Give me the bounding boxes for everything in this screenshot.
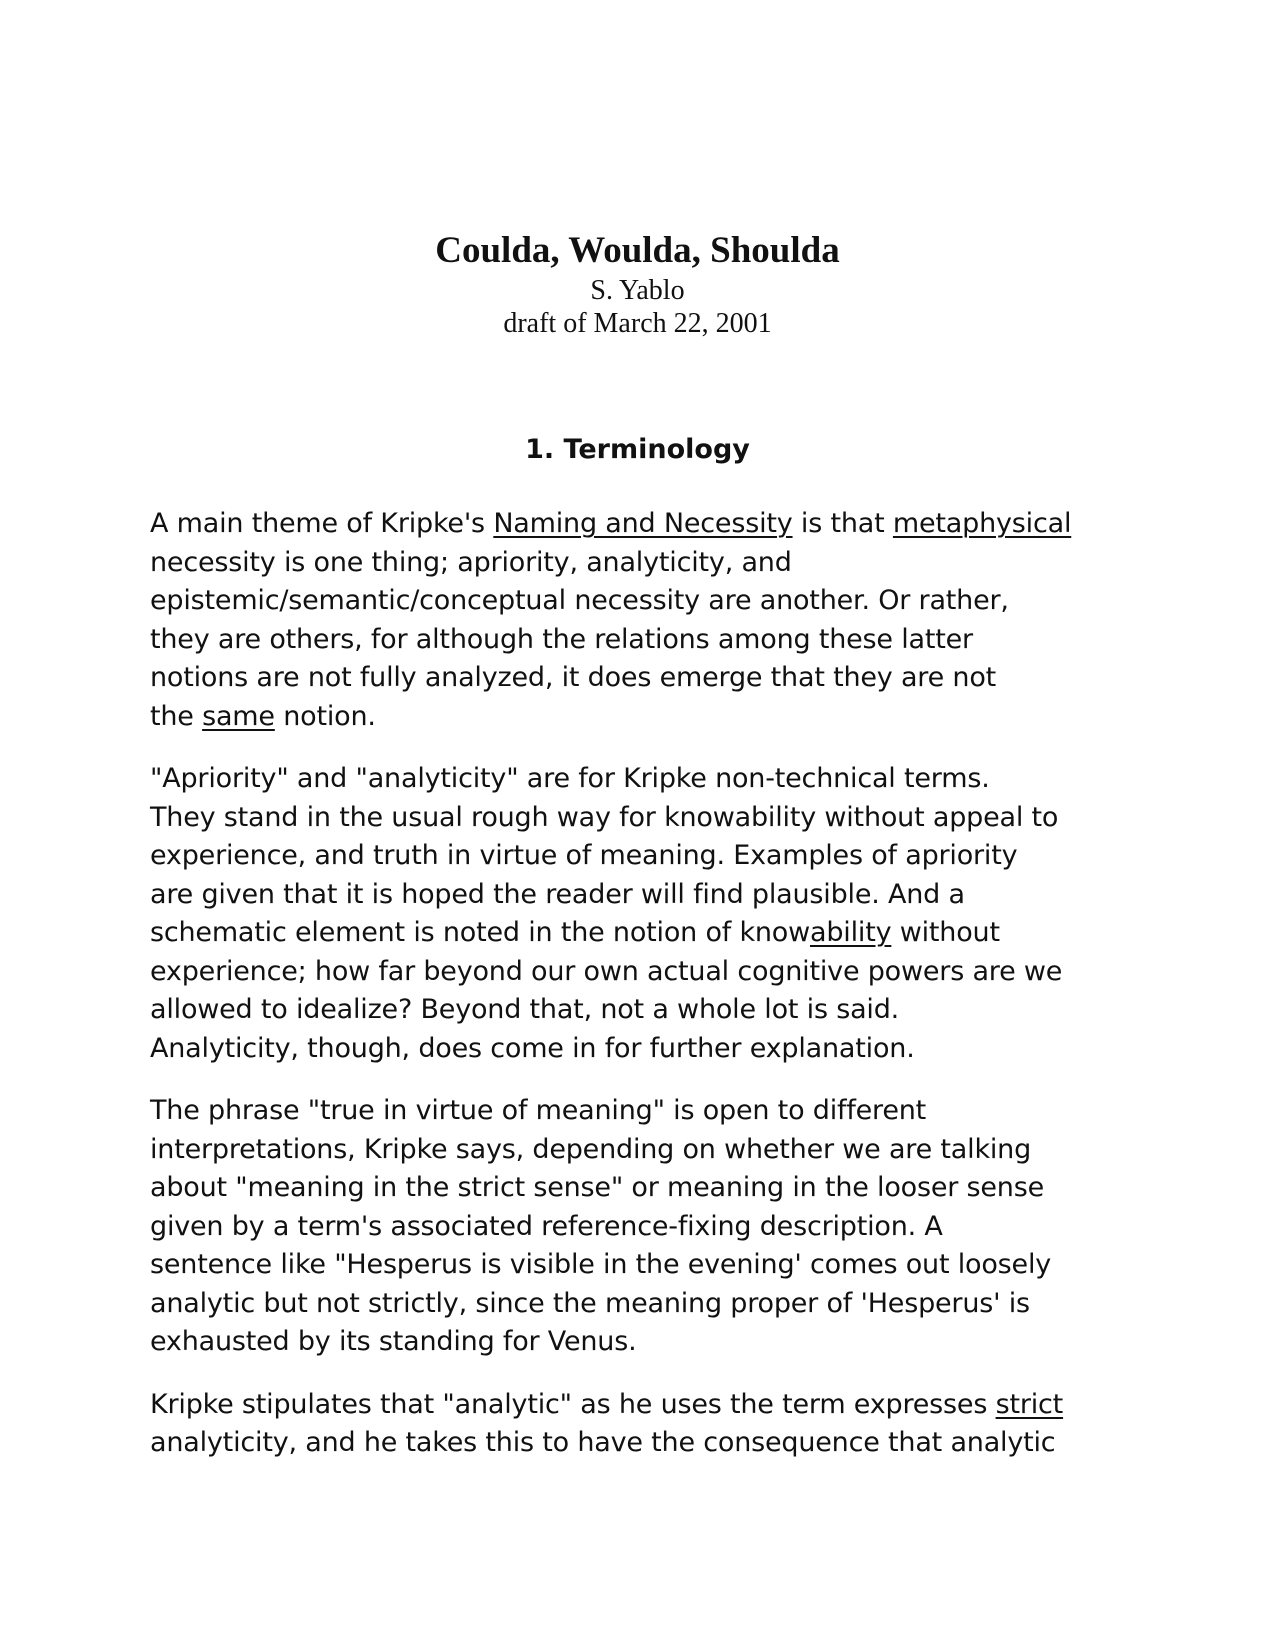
- text-line: [150, 1386, 1135, 1425]
- text-line: sentence like "Hesperus is visible in the evening' comes out loosely: [150, 1249, 1052, 1280]
- underlined-emphasis-text: metaphysical: [892, 508, 1072, 539]
- text-line: notions are not fully analyzed, it does emerge that they are not: [150, 662, 997, 693]
- text-line: analyticity, and he takes this to have the consequence that analytic: [150, 1427, 1056, 1458]
- text-run: the: [150, 700, 203, 732]
- text-line: epistemic/semantic/conceptual necessity are another. Or rather,: [150, 585, 1009, 616]
- text-line: given by a term's associated reference-fixing description. A: [150, 1210, 943, 1242]
- paragraph-4: [150, 1386, 1135, 1463]
- underlined-emphasis-text: ability: [810, 917, 892, 948]
- underlined-emphasis-text: strict: [995, 1388, 1064, 1420]
- text-run: A main theme of Kripke's: [150, 508, 494, 539]
- text-line: experience; how far beyond our own actual cognitive powers are we: [150, 955, 1063, 987]
- paper-title: Coulda, Woulda, Shoulda: [435, 230, 840, 271]
- text-line: analytic but not strictly, since the meaning proper of 'Hesperus' is: [150, 1287, 1030, 1319]
- text-line: [150, 505, 1135, 544]
- text-line: interpretations, Kripke says, depending on whether we are talking: [150, 1133, 1032, 1165]
- text-run: schematic element is noted in the notion of know: [150, 917, 810, 948]
- text-line: [150, 698, 1135, 737]
- text-line: they are others, for although the relations among these latter: [150, 623, 973, 655]
- text-line: are given that it is hoped the reader will find plausible. And a: [150, 878, 965, 910]
- text-line: exhausted by its standing for Venus.: [150, 1326, 637, 1357]
- text-run: Kripke stipulates that "analytic" as he uses the term expresses: [150, 1388, 996, 1420]
- text-line: "Apriority" and "analyticity" are for Kripke non-technical terms.: [150, 763, 990, 794]
- underlined-emphasis-text: same: [202, 700, 275, 732]
- paper-author: S. Yablo: [590, 275, 685, 306]
- paragraph-2: [150, 760, 1135, 1068]
- paper-header: [0, 228, 1275, 340]
- text-run: notion.: [274, 700, 376, 732]
- body-text: [150, 505, 1135, 1487]
- section-heading: 1. Terminology: [525, 434, 750, 465]
- paragraph-3: [150, 1092, 1135, 1362]
- text-line: necessity is one thing; apriority, analyticity, and: [150, 546, 792, 578]
- text-line: The phrase "true in virtue of meaning" is open to different: [150, 1095, 927, 1126]
- text-line: [150, 914, 1135, 953]
- paper-date: draft of March 22, 2001: [503, 308, 772, 339]
- underlined-title-text: Naming and Necessity: [493, 508, 793, 539]
- text-run: is that: [792, 508, 893, 539]
- text-run: without: [891, 917, 1000, 948]
- text-line: Analyticity, though, does come in for further explanation.: [150, 1032, 915, 1064]
- text-line: about "meaning in the strict sense" or meaning in the looser sense: [150, 1172, 1045, 1203]
- text-line: experience, and truth in virtue of meaning. Examples of apriority: [150, 840, 1018, 871]
- text-line: They stand in the usual rough way for knowability without appeal to: [150, 801, 1059, 833]
- paragraph-1: [150, 505, 1135, 736]
- text-line: allowed to idealize? Beyond that, not a whole lot is said.: [150, 994, 900, 1025]
